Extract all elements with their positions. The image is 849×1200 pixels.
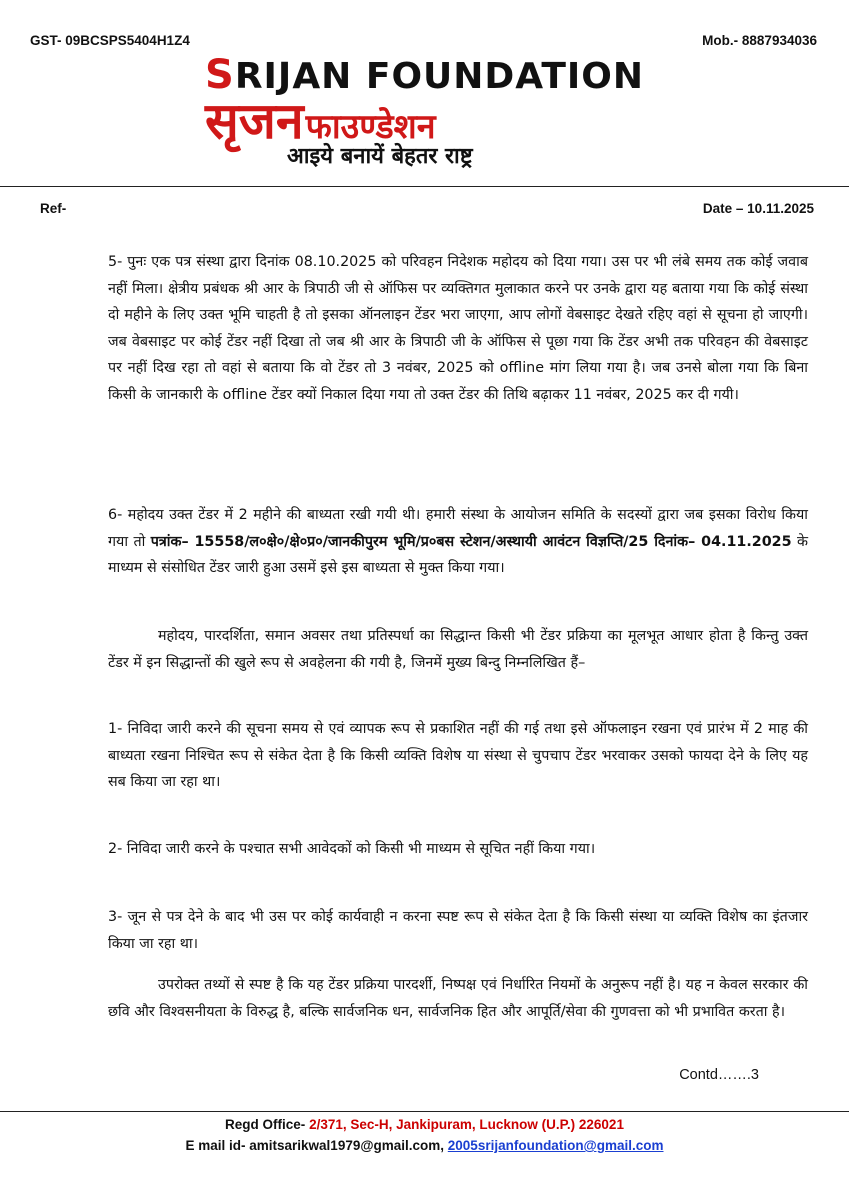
reference-label: Ref-	[40, 201, 67, 216]
paragraph-principles: महोदय, पारदर्शिता, समान अवसर तथा प्रतिस्पर्धा का सिद्धान्त किसी भी टेंडर प्रक्रिया का मूलभूत आधार होता है किन्तु उक्त टेंडर में इन सिद्धान्तों की खुले रूप से अवहेलना की गयी है, जिनमें मुख्य बिन्दु निम्नलिखित हैं–	[108, 628, 808, 671]
foundation-email-link[interactable]: 2005srijanfoundation@gmail.com	[447, 1138, 664, 1153]
letter-date: Date – 10.11.2025	[702, 201, 814, 216]
logo-hindi: सृजन फाउण्डेशन	[205, 92, 436, 150]
continued-marker: Contd…….3	[679, 1067, 759, 1083]
mobile-number: Mob.- 8887934036	[702, 33, 817, 48]
logo-english: SRIJAN FOUNDATION	[205, 52, 645, 98]
gst-number: GST- 09BCSPS5404H1Z4	[30, 33, 190, 48]
email-line: E mail id- amitsarikwal1979@gmail.com, 2005srijanfoundation@gmail.com	[185, 1138, 664, 1153]
registered-office: Regd Office- 2/371, Sec-H, Jankipuram, Lucknow (U.P.) 226021	[225, 1117, 624, 1132]
paragraph-issue-1: 1- निविदा जारी करने की सूचना समय से एवं व्यापक रूप से प्रकाशित नहीं की गई तथा इसे ऑफलाइन रखना एवं प्रारंभ में 2 माह की बाध्यता रखना निश्चित रूप से संकेत देता है कि किसी व्यक्ति विशेष या संस्था से चुपचाप टेंडर भरवाकर उसको फायदा देने के लिए यह सब किया जा रहा था।	[108, 721, 808, 790]
paragraph-issue-2: 2- निविदा जारी करने के पश्चात सभी आवेदकों को किसी भी माध्यम से सूचित नहीं किया गया।	[108, 841, 596, 857]
srijan-foundation-logo	[205, 52, 645, 171]
paragraph-point-6: 6- महोदय उक्त टेंडर में 2 महीने की बाध्यता रखी गयी थी। हमारी संस्था के आयोजन समिति के सदस्यों द्वारा जब इसका विरोध किया गया तो पत्रांक– 15558/ल०क्षे०/क्षे०प्र०/जानकीपुरम भूमि/प्र०बस स्टेशन/अस्थायी आवंटन विज्ञप्ति/25 दिनांक– 04.11.2025 के माध्यम से संसोधित टेंडर जारी हुआ उसमें इसे इस बाध्यता से मुक्त किया गया।	[108, 507, 808, 576]
paragraph-issue-3: 3- जून से पत्र देने के बाद भी उस पर कोई कार्यवाही न करना स्पष्ट रूप से संकेत देता है कि किसी संस्था या व्यक्ति विशेष का इंतजार किया जा रहा था।	[108, 909, 808, 952]
paragraph-conclusion: उपरोक्त तथ्यों से स्पष्ट है कि यह टेंडर प्रक्रिया पारदर्शी, निष्पक्ष एवं निर्धारित नियमों के अनुरूप नहीं है। यह न केवल सरकार की छवि और विश्वसनीयता के विरुद्ध है, बल्कि सार्वजनिक धन, सार्वजनिक हित और आपूर्ति/सेवा की गुणवत्ता को भी प्रभावित करता है।	[108, 977, 808, 1020]
logo-tagline: आइये बनायें बेहतर राष्ट्र	[287, 144, 473, 169]
letter-reference-number: पत्रांक– 15558/ल०क्षे०/क्षे०प्र०/जानकीपुरम भूमि/प्र०बस स्टेशन/अस्थायी आवंटन विज्ञप्ति/25 दिनांक– 04.11.2025	[150, 533, 792, 550]
header-divider	[0, 186, 849, 187]
footer-divider	[0, 1111, 849, 1112]
paragraph-point-5: 5- पुनः एक पत्र संस्था द्वारा दिनांक 08.10.2025 को परिवहन निदेशक महोदय को दिया गया। उस पर भी लंबे समय तक कोई जवाब नहीं मिला। क्षेत्रीय प्रबंधक श्री आर के त्रिपाठी जी से ऑफिस पर व्यक्तिगत मुलाकात करने पर उनके द्वारा यह बताया गया कि कोई संस्था दो महीने के लिए उक्त भूमि चाहती है तो इसका ऑनलाइन टेंडर भरा जाएगा, आप लोगों वेबसाइट देखते रहिए वहां से सूचना हो जाएगी। जब वेबसाइट पर कोई टेंडर नहीं दिखा तो जब श्री आर के त्रिपाठी जी के ऑफिस से पूछा गया कि टेंडर अभी तक परिवहन की वेबसाइट पर नहीं दिख रहा तो वहां से बताया कि वो टेंडर तो 3 नवंबर, 2025 को offline मांग लिया गया है। जब उनसे बोला गया कि बिना किसी के जानकारी के offline टेंडर क्यों निकाल दिया गया तो उक्त टेंडर की तिथि बढ़ाकर 11 नवंबर, 2025 कर दी गयी।	[108, 254, 808, 403]
